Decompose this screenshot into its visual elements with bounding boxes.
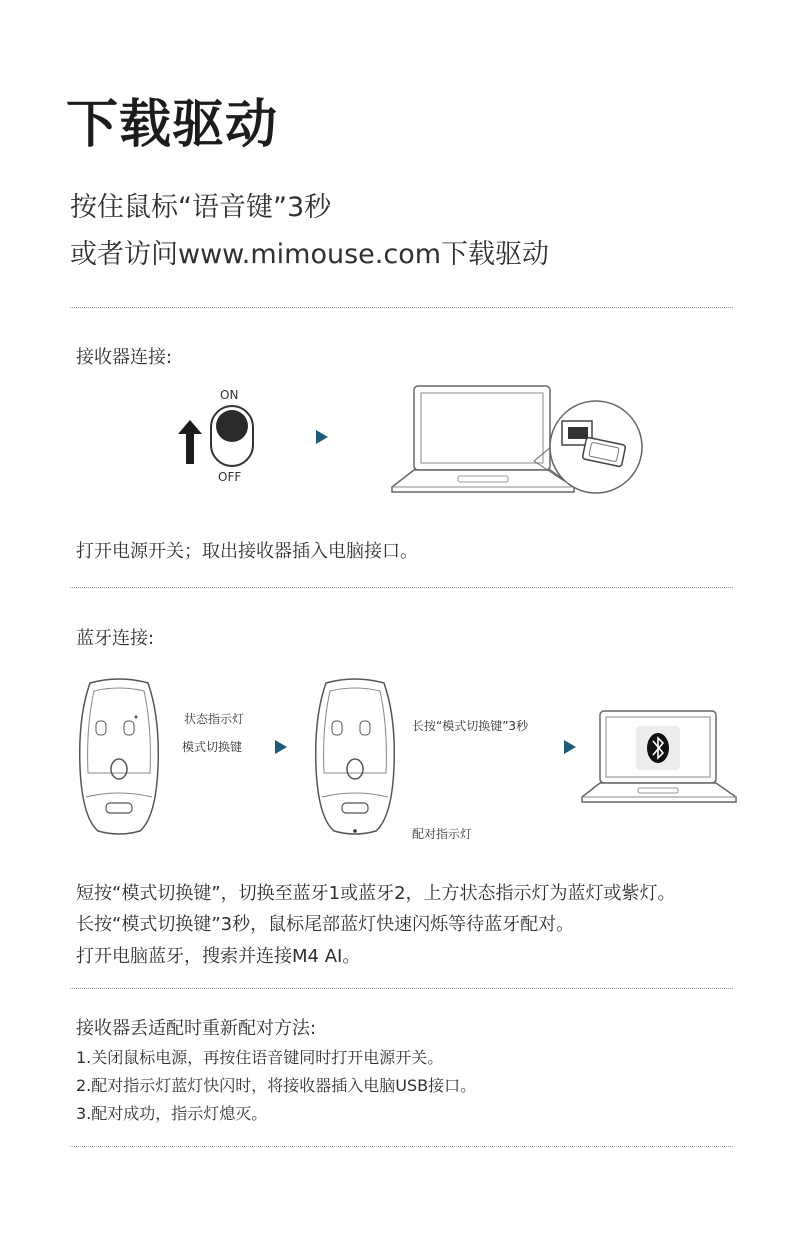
intro-line-2: 或者访问www.mimouse.com下载驱动: [70, 239, 550, 270]
receiver-heading: 接收器连接:: [76, 347, 173, 368]
mode-key-label: 模式切换键: [182, 740, 243, 754]
switch-on-label: ON: [220, 388, 239, 402]
mouse-bottom-illustration: [312, 677, 398, 837]
page-title: 下载驱动: [66, 95, 279, 155]
laptop-bluetooth-illustration: [580, 708, 740, 806]
long-press-label: 长按“模式切换键”3秒: [412, 719, 529, 733]
receiver-caption: 打开电源开关；取出接收器插入电脑接口。: [76, 541, 418, 562]
laptop-receiver-illustration: [388, 383, 646, 515]
mouse-bottom-illustration: [76, 677, 162, 837]
divider: [70, 587, 733, 588]
repair-step-1: 1.关闭鼠标电源，再按住语音键同时打开电源开关。: [76, 1048, 444, 1067]
next-arrow-icon: [564, 740, 576, 754]
repair-step-2: 2.配对指示灯蓝灯快闪时，将接收器插入电脑USB接口。: [76, 1076, 477, 1095]
status-light-label: 状态指示灯: [184, 712, 245, 726]
pair-light-label: 配对指示灯: [412, 827, 473, 841]
power-switch-icon: [208, 404, 256, 468]
up-arrow-icon: [178, 420, 202, 464]
bluetooth-line-2: 长按“模式切换键”3秒，鼠标尾部蓝灯快速闪烁等待蓝牙配对。: [76, 914, 575, 935]
next-arrow-icon: [275, 740, 287, 754]
intro-line-1: 按住鼠标“语音键”3秒: [70, 192, 332, 223]
bluetooth-heading: 蓝牙连接:: [76, 628, 155, 649]
switch-off-label: OFF: [218, 470, 242, 484]
bluetooth-line-1: 短按“模式切换键”，切换至蓝牙1或蓝牙2，上方状态指示灯为蓝灯或紫灯。: [76, 883, 676, 904]
bluetooth-line-3: 打开电脑蓝牙，搜索并连接M4 AI。: [76, 946, 361, 967]
next-arrow-icon: [316, 430, 328, 444]
divider: [70, 988, 733, 989]
repair-step-3: 3.配对成功，指示灯熄灭。: [76, 1104, 268, 1123]
repair-heading: 接收器丢适配时重新配对方法:: [76, 1018, 317, 1039]
divider: [70, 1146, 733, 1147]
divider: [70, 307, 733, 308]
